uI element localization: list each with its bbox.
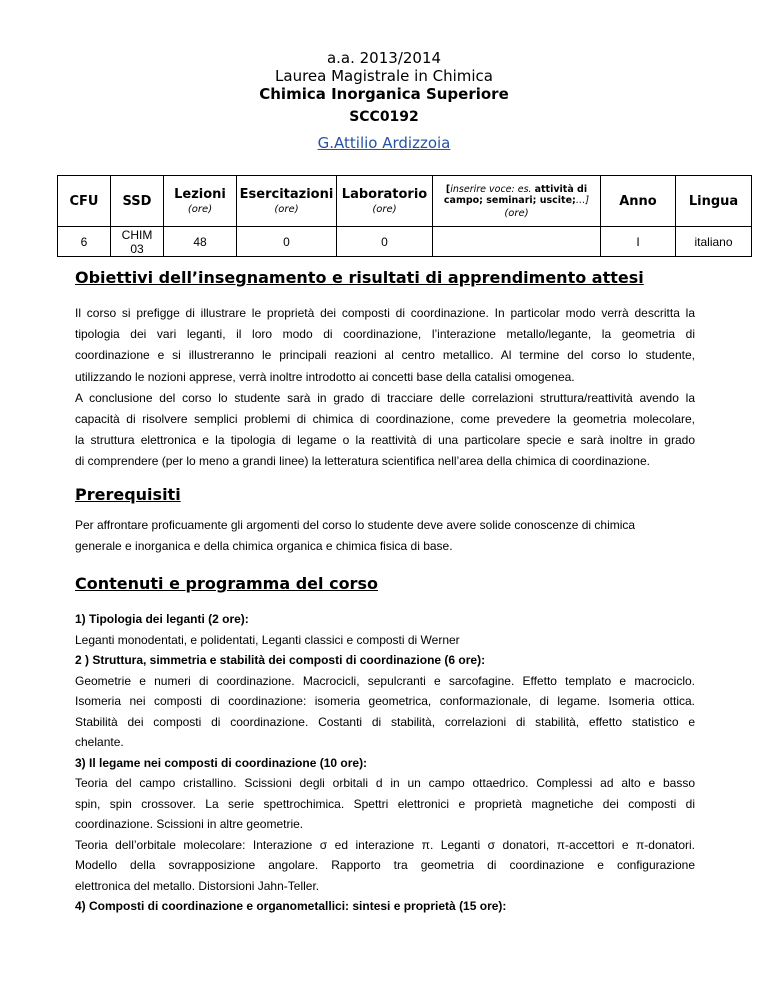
- value-lezioni: 48: [164, 227, 237, 257]
- course-info-table: [57, 175, 752, 257]
- text-line: Stabilità dei composti di coordinazione. Costanti di stabilità, correlazioni di stabilità, effetto statistico e: [75, 714, 695, 729]
- teacher-link[interactable]: G.Attilio Ardizzoia: [317, 134, 451, 152]
- text-line: Per affrontare proficuamente gli argomenti del corso lo studente deve avere solide conoscenze di chimica: [75, 518, 636, 532]
- program-content: [75, 609, 695, 917]
- value-other-activity: [433, 227, 601, 257]
- text-line: A conclusione del corso lo studente sarà in grado di tracciare delle correlazioni struttura/reattività avendo la: [75, 390, 695, 405]
- other-activity-note: [inserire voce: es. attività di campo; seminari; uscite;…]: [443, 183, 590, 206]
- header-other-activity: [inserire voce: es. attività di campo; seminari; uscite;…] (ore): [433, 176, 601, 227]
- value-anno: I: [601, 227, 676, 257]
- header-laboratorio: Laboratorio (ore): [337, 176, 433, 227]
- text-line: chelante.: [75, 735, 124, 749]
- program-topic-title: 4) Composti di coordinazione e organometallici: sintesi e proprietà (15 ore):: [75, 899, 507, 913]
- header-lingua: Lingua: [676, 176, 752, 227]
- value-esercitazioni: 0: [237, 227, 337, 257]
- table-values-row: [58, 227, 752, 257]
- course-code: SCC0192: [349, 109, 419, 125]
- text-line: capacità di risolvere semplici problemi di chimica di coordinazione, come prevedere la geometria molecolare,: [75, 411, 695, 426]
- program-heading: Contenuti e programma del corso: [75, 574, 378, 593]
- value-cfu: 6: [58, 227, 111, 257]
- header-esercitazioni: Esercitazioni (ore): [237, 176, 337, 227]
- prerequisites-paragraph: [75, 515, 695, 557]
- academic-year: a.a. 2013/2014: [326, 49, 442, 67]
- header-anno: Anno: [601, 176, 676, 227]
- course-title: Chimica Inorganica Superiore: [259, 85, 509, 103]
- text-line: coordinazione e si illustreranno le principali reazioni al centro metallico. Al termine del corso lo studente,: [75, 348, 695, 363]
- prerequisites-heading: Prerequisiti: [75, 485, 181, 504]
- text-line: Teoria del campo cristallino. Scissioni degli orbitali d in un campo ottaedrico. Complessi ad alto e basso: [75, 776, 695, 790]
- text-line: la struttura elettronica e la tipologia di legame o la reattività di una particolare specie e sarà inoltre in grado: [75, 433, 695, 448]
- header-lezioni: Lezioni (ore): [164, 176, 237, 227]
- text-line: utilizzando le nozioni apprese, verrà inoltre introdotto ai concetti base della catalisi omogenea.: [75, 369, 575, 384]
- text-line: tipologia dei vari leganti, il loro modo di coordinazione, l’interazione metallo/legante, la geometria di: [75, 327, 695, 342]
- degree-name: Laurea Magistrale in Chimica: [275, 67, 493, 85]
- program-topic-title: 1) Tipologia dei leganti (2 ore):: [75, 612, 249, 626]
- text-line: Geometrie e numeri di coordinazione. Macrocicli, sepulcranti e sarcofagine. Effetto templato e macrociclo.: [75, 673, 695, 688]
- header-ssd: SSD: [111, 176, 164, 227]
- value-ssd: CHIM 03: [111, 227, 164, 257]
- value-lingua: italiano: [676, 227, 752, 257]
- table-header-row: [58, 176, 752, 227]
- text-line: Teoria dell’orbitale molecolare: Interazione σ ed interazione π. Leganti σ donatori, π-accettori e π-donatori.: [75, 837, 695, 852]
- text-line: coordinazione. Scissioni in altre geometrie.: [75, 817, 304, 831]
- text-line: Leganti monodentati, e polidentati, Leganti classici e composti di Werner: [75, 632, 460, 647]
- value-laboratorio: 0: [337, 227, 433, 257]
- text-line: generale e inorganica e della chimica organica e chimica fisica di base.: [75, 539, 453, 554]
- program-topic-title: 2 ) Struttura, simmetria e stabilità dei composti di coordinazione (6 ore):: [75, 653, 486, 667]
- text-line: elettronica del metallo. Distorsioni Jahn-Teller.: [75, 878, 320, 893]
- objectives-heading: Obiettivi dell’insegnamento e risultati di apprendimento attesi: [75, 268, 644, 287]
- program-topic-title: 3) Il legame nei composti di coordinazione (10 ore):: [75, 755, 368, 770]
- objectives-paragraph: [75, 303, 695, 473]
- header-cfu: CFU: [58, 176, 111, 227]
- text-line: spin, spin crossover. La serie spettrochimica. Spettri elettronici e proprietà magnetiche dei composti di: [75, 796, 695, 811]
- text-line: di comprendere (per lo meno a grandi linee) la letteratura scientifica nell’area della chimica di coordinazione.: [75, 454, 650, 469]
- text-line: Isomeria nei composti di coordinazione: isomeria geometrica, conformazionale, di legame. Isomeria ottica.: [75, 694, 695, 708]
- text-line: Modello della sovrapposizione angolare. Rapporto tra geometria di coordinazione e configurazione: [75, 858, 695, 872]
- text-line: Il corso si prefigge di illustrare le proprietà dei composti di coordinazione. In particolar modo verrà descritta la: [75, 306, 695, 320]
